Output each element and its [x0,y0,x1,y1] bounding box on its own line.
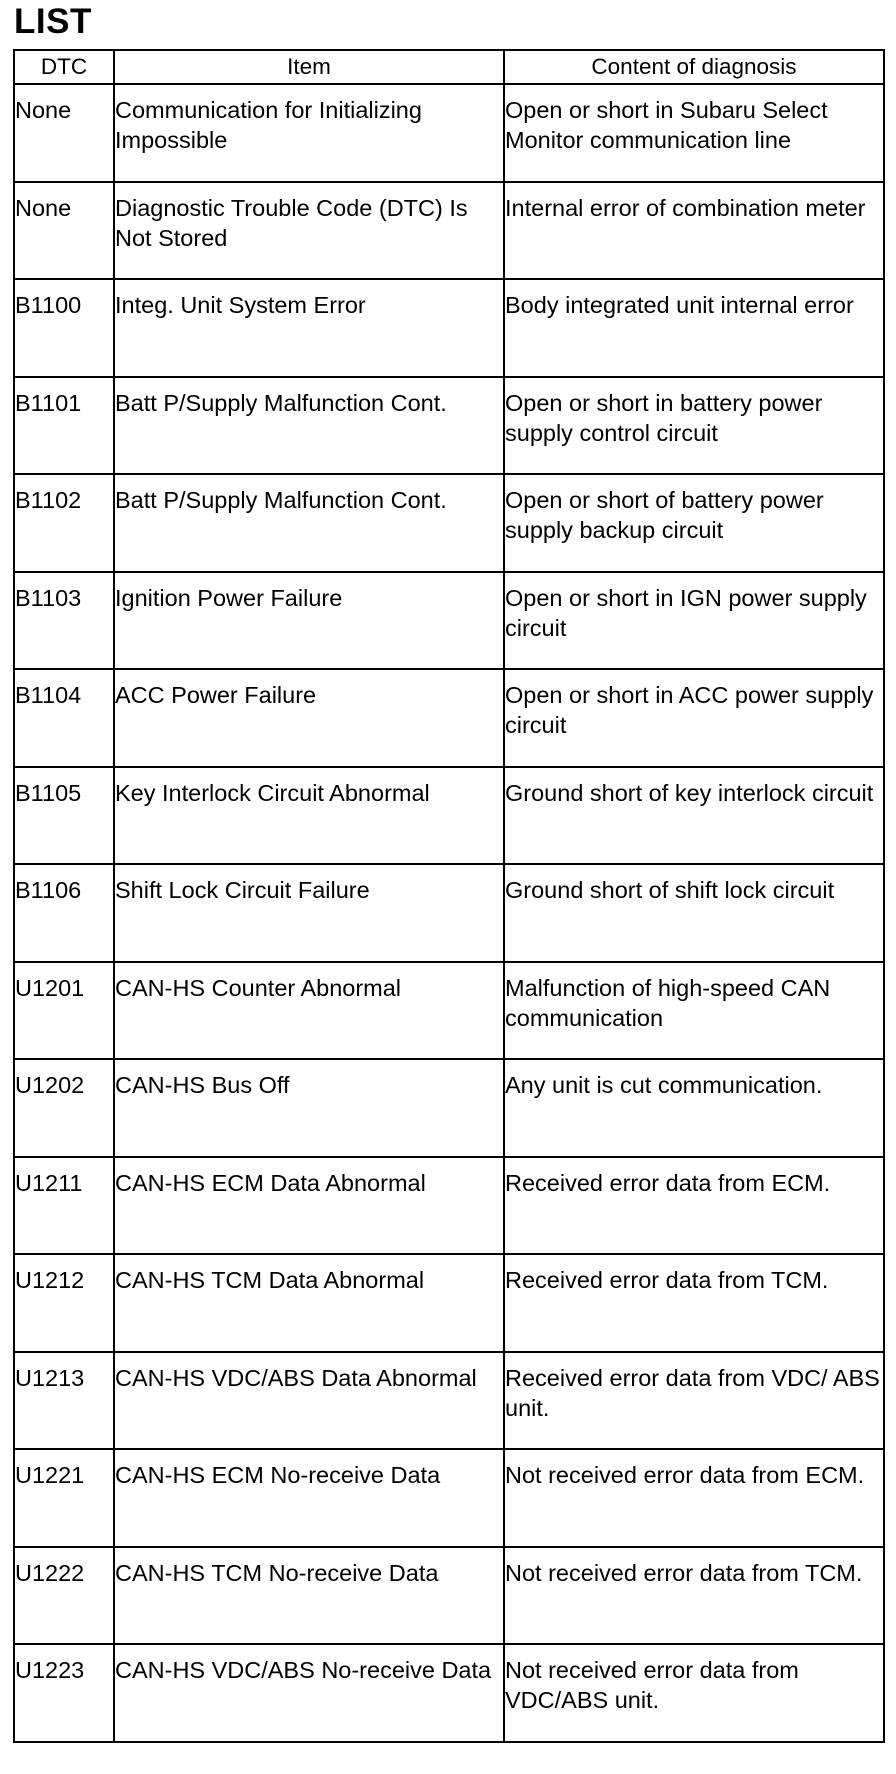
column-header-dtc: DTC [14,50,114,84]
dtc-code-cell: B1106 [14,864,114,962]
dtc-code-cell: B1105 [14,767,114,865]
item-cell: CAN-HS Bus Off [114,1059,504,1157]
diagnosis-content-cell: Not received error data from VDC/ABS unit. [504,1644,884,1742]
diagnosis-content-cell: Open or short in battery power supply control circuit [504,377,884,475]
diagnosis-content-cell: Received error data from ECM. [504,1157,884,1255]
diagnosis-content-cell: Body integrated unit internal error [504,279,884,377]
table-row [14,962,884,1060]
item-cell: CAN-HS TCM Data Abnormal [114,1254,504,1352]
table-row [14,1449,884,1547]
item-cell: CAN-HS ECM No-receive Data [114,1449,504,1547]
table-row [14,474,884,572]
dtc-code-cell: U1211 [14,1157,114,1255]
diagnosis-content-cell: Any unit is cut communication. [504,1059,884,1157]
table-row [14,1157,884,1255]
dtc-code-cell: U1222 [14,1547,114,1645]
table-row [14,1644,884,1742]
diagnosis-content-cell: Internal error of combination meter [504,182,884,280]
item-cell: CAN-HS ECM Data Abnormal [114,1157,504,1255]
diagnosis-content-cell: Open or short in ACC power supply circuit [504,669,884,767]
item-cell: Batt P/Supply Malfunction Cont. [114,474,504,572]
item-cell: CAN-HS TCM No-receive Data [114,1547,504,1645]
dtc-code-cell: None [14,84,114,182]
diagnosis-content-cell: Not received error data from TCM. [504,1547,884,1645]
table-row [14,1059,884,1157]
dtc-code-cell: U1212 [14,1254,114,1352]
item-cell: Shift Lock Circuit Failure [114,864,504,962]
table-row [14,377,884,475]
table-row [14,1547,884,1645]
item-cell: Batt P/Supply Malfunction Cont. [114,377,504,475]
dtc-code-cell: B1101 [14,377,114,475]
item-cell: Communication for Initializing Impossible [114,84,504,182]
diagnosis-content-cell: Received error data from VDC/ ABS unit. [504,1352,884,1450]
diagnosis-content-cell: Malfunction of high-speed CAN communication [504,962,884,1060]
table-row [14,1254,884,1352]
diagnosis-content-cell: Not received error data from ECM. [504,1449,884,1547]
diagnosis-content-cell: Open or short in IGN power supply circuit [504,572,884,670]
diagnosis-content-cell: Ground short of shift lock circuit [504,864,884,962]
dtc-list-table [13,49,885,1743]
item-cell: Key Interlock Circuit Abnormal [114,767,504,865]
item-cell: Ignition Power Failure [114,572,504,670]
item-cell: CAN-HS VDC/ABS No-receive Data [114,1644,504,1742]
table-row [14,669,884,767]
item-cell: Integ. Unit System Error [114,279,504,377]
dtc-code-cell: B1102 [14,474,114,572]
dtc-code-cell: None [14,182,114,280]
dtc-code-cell: U1223 [14,1644,114,1742]
dtc-code-cell: B1103 [14,572,114,670]
table-header-row [14,50,884,84]
column-header-content: Content of diagnosis [504,50,884,84]
dtc-code-cell: B1104 [14,669,114,767]
item-cell: CAN-HS Counter Abnormal [114,962,504,1060]
table-row [14,182,884,280]
diagnosis-content-cell: Received error data from TCM. [504,1254,884,1352]
diagnosis-content-cell: Open or short in Subaru Select Monitor communication line [504,84,884,182]
dtc-code-cell: U1221 [14,1449,114,1547]
table-body [14,84,884,1742]
item-cell: Diagnostic Trouble Code (DTC) Is Not Stored [114,182,504,280]
diagnosis-content-cell: Ground short of key interlock circuit [504,767,884,865]
dtc-code-cell: U1202 [14,1059,114,1157]
table-row [14,572,884,670]
table-row [14,864,884,962]
page-title: LIST [14,2,92,41]
dtc-code-cell: B1100 [14,279,114,377]
item-cell: CAN-HS VDC/ABS Data Abnormal [114,1352,504,1450]
column-header-item: Item [114,50,504,84]
item-cell: ACC Power Failure [114,669,504,767]
table-row [14,767,884,865]
diagnosis-content-cell: Open or short of battery power supply backup circuit [504,474,884,572]
dtc-code-cell: U1213 [14,1352,114,1450]
dtc-code-cell: U1201 [14,962,114,1060]
table-row [14,1352,884,1450]
table-row [14,84,884,182]
table-row [14,279,884,377]
